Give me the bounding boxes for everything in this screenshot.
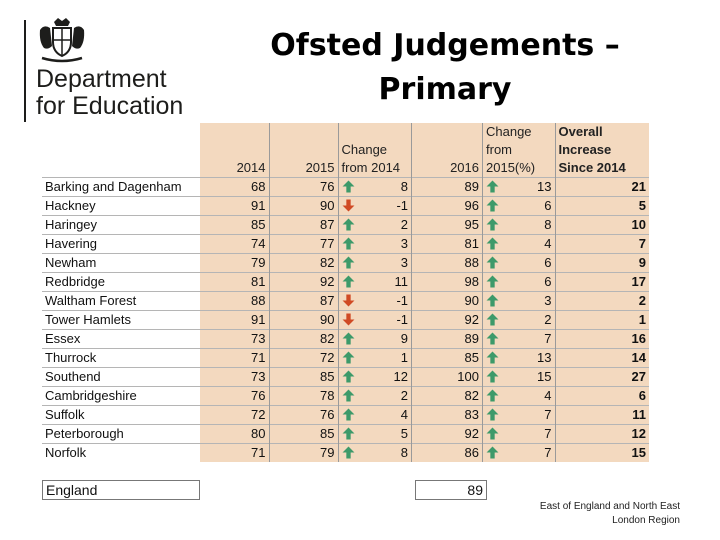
cell-2014: 68 — [200, 178, 269, 197]
arrow-up-icon — [483, 368, 503, 387]
header-overall — [555, 123, 649, 178]
cell-change-2015: 3 — [502, 292, 555, 311]
cell-2016: 83 — [412, 406, 483, 425]
arrow-up-icon — [483, 235, 503, 254]
slide-title — [250, 24, 640, 112]
cell-2016: 81 — [412, 235, 483, 254]
arrow-down-icon — [338, 311, 358, 330]
table-row — [42, 368, 649, 387]
cell-2015: 82 — [269, 254, 338, 273]
arrow-up-icon — [483, 273, 503, 292]
title-line-2: Primary — [378, 72, 512, 107]
table-row — [42, 197, 649, 216]
cell-authority: Waltham Forest — [42, 292, 200, 311]
cell-change-2015: 13 — [502, 349, 555, 368]
cell-2015: 78 — [269, 387, 338, 406]
cell-change-2015: 13 — [502, 178, 555, 197]
cell-change-2014: 1 — [358, 349, 412, 368]
cell-change-2015: 7 — [502, 330, 555, 349]
cell-overall: 14 — [555, 349, 649, 368]
table-row — [42, 330, 649, 349]
england-value-box — [415, 480, 487, 500]
cell-authority: Essex — [42, 330, 200, 349]
arrow-up-icon — [338, 216, 358, 235]
cell-overall: 17 — [555, 273, 649, 292]
table-row — [42, 425, 649, 444]
header-change-2015-line-2: from — [486, 142, 512, 157]
cell-2014: 81 — [200, 273, 269, 292]
cell-change-2015: 6 — [502, 197, 555, 216]
cell-change-2014: 11 — [358, 273, 412, 292]
arrow-up-icon — [483, 254, 503, 273]
arrow-up-icon — [483, 292, 503, 311]
cell-authority: Norfolk — [42, 444, 200, 463]
cell-2014: 72 — [200, 406, 269, 425]
footnote — [520, 500, 680, 528]
cell-change-2014: 2 — [358, 216, 412, 235]
cell-2014: 71 — [200, 349, 269, 368]
cell-2014: 73 — [200, 330, 269, 349]
header-change-2014-line-1: Change — [341, 142, 388, 157]
arrow-up-icon — [338, 254, 358, 273]
arrow-up-icon — [338, 330, 358, 349]
footnote-line-1: East of England and North East — [539, 501, 680, 512]
cell-overall: 10 — [555, 216, 649, 235]
cell-overall: 7 — [555, 235, 649, 254]
cell-authority: Hackney — [42, 197, 200, 216]
arrow-up-icon — [483, 406, 503, 425]
cell-authority: Haringey — [42, 216, 200, 235]
cell-2016: 89 — [412, 330, 483, 349]
cell-change-2014: -1 — [358, 311, 412, 330]
footnote-line-2: London Region — [612, 515, 680, 526]
header-change-2014-line-2: from 2014 — [341, 160, 401, 175]
table-row — [42, 387, 649, 406]
cell-2015: 76 — [269, 178, 338, 197]
cell-overall: 2 — [555, 292, 649, 311]
header-2015: 2015 — [269, 123, 338, 178]
arrow-up-icon — [483, 178, 503, 197]
cell-change-2014: 4 — [358, 406, 412, 425]
cell-change-2014: -1 — [358, 292, 412, 311]
cell-authority: Southend — [42, 368, 200, 387]
arrow-up-icon — [338, 273, 358, 292]
header-overall-line-2: Increase — [558, 142, 612, 157]
cell-overall: 5 — [555, 197, 649, 216]
cell-change-2015: 15 — [502, 368, 555, 387]
cell-2014: 71 — [200, 444, 269, 463]
cell-change-2014: 8 — [358, 444, 412, 463]
cell-authority: Tower Hamlets — [42, 311, 200, 330]
header-local-authority — [42, 123, 200, 178]
cell-overall: 27 — [555, 368, 649, 387]
table-row — [42, 178, 649, 197]
arrow-down-icon — [338, 292, 358, 311]
header-2016: 2016 — [412, 123, 483, 178]
cell-authority: Peterborough — [42, 425, 200, 444]
cell-overall: 12 — [555, 425, 649, 444]
cell-change-2015: 7 — [502, 444, 555, 463]
cell-2015: 77 — [269, 235, 338, 254]
cell-2015: 76 — [269, 406, 338, 425]
arrow-up-icon — [483, 330, 503, 349]
england-label: England — [46, 482, 98, 498]
department-name — [36, 66, 183, 120]
cell-2016: 88 — [412, 254, 483, 273]
arrow-down-icon — [338, 197, 358, 216]
ofsted-table — [42, 123, 649, 462]
cell-2014: 80 — [200, 425, 269, 444]
dfe-logo — [24, 16, 214, 126]
cell-2014: 73 — [200, 368, 269, 387]
arrow-up-icon — [338, 425, 358, 444]
cell-change-2014: 3 — [358, 235, 412, 254]
cell-overall: 6 — [555, 387, 649, 406]
cell-2016: 90 — [412, 292, 483, 311]
cell-2015: 90 — [269, 311, 338, 330]
arrow-up-icon — [338, 406, 358, 425]
cell-authority: Havering — [42, 235, 200, 254]
cell-2016: 96 — [412, 197, 483, 216]
cell-2015: 87 — [269, 216, 338, 235]
cell-authority: Redbridge — [42, 273, 200, 292]
arrow-up-icon — [483, 216, 503, 235]
cell-change-2015: 8 — [502, 216, 555, 235]
dept-line-1: Department — [36, 65, 167, 93]
cell-2015: 85 — [269, 368, 338, 387]
arrow-up-icon — [483, 197, 503, 216]
cell-2014: 88 — [200, 292, 269, 311]
table-row — [42, 406, 649, 425]
cell-authority: Newham — [42, 254, 200, 273]
cell-2016: 86 — [412, 444, 483, 463]
arrow-up-icon — [483, 444, 503, 463]
cell-authority: Thurrock — [42, 349, 200, 368]
cell-change-2014: 9 — [358, 330, 412, 349]
cell-change-2014: 3 — [358, 254, 412, 273]
cell-overall: 1 — [555, 311, 649, 330]
cell-authority: Cambridgeshire — [42, 387, 200, 406]
cell-change-2015: 4 — [502, 235, 555, 254]
cell-2015: 85 — [269, 425, 338, 444]
cell-2016: 95 — [412, 216, 483, 235]
cell-change-2015: 7 — [502, 425, 555, 444]
cell-2016: 82 — [412, 387, 483, 406]
header-change-2015-line-3: 2015(%) — [486, 160, 536, 175]
cell-2014: 76 — [200, 387, 269, 406]
cell-2015: 90 — [269, 197, 338, 216]
england-value: 89 — [467, 482, 483, 498]
cell-overall: 21 — [555, 178, 649, 197]
arrow-up-icon — [338, 349, 358, 368]
table-row — [42, 254, 649, 273]
table-row — [42, 273, 649, 292]
arrow-up-icon — [338, 235, 358, 254]
cell-2016: 98 — [412, 273, 483, 292]
cell-change-2015: 6 — [502, 254, 555, 273]
cell-2016: 92 — [412, 311, 483, 330]
header-overall-line-3: Since 2014 — [558, 160, 626, 175]
header-2014: 2014 — [200, 123, 269, 178]
cell-change-2014: 5 — [358, 425, 412, 444]
cell-2015: 82 — [269, 330, 338, 349]
arrow-up-icon — [483, 349, 503, 368]
header-change-2014 — [338, 123, 412, 178]
logo-divider — [24, 20, 26, 122]
cell-2014: 91 — [200, 197, 269, 216]
cell-change-2015: 6 — [502, 273, 555, 292]
cell-change-2014: -1 — [358, 197, 412, 216]
cell-change-2014: 8 — [358, 178, 412, 197]
cell-2014: 91 — [200, 311, 269, 330]
table-row — [42, 311, 649, 330]
cell-2016: 85 — [412, 349, 483, 368]
cell-change-2014: 2 — [358, 387, 412, 406]
table-row — [42, 292, 649, 311]
table-row — [42, 216, 649, 235]
cell-change-2015: 7 — [502, 406, 555, 425]
table-row — [42, 235, 649, 254]
cell-2016: 89 — [412, 178, 483, 197]
dept-line-2: for Education — [36, 92, 184, 120]
cell-change-2015: 4 — [502, 387, 555, 406]
cell-2014: 85 — [200, 216, 269, 235]
header-overall-line-1: Overall — [558, 124, 603, 139]
cell-overall: 9 — [555, 254, 649, 273]
cell-overall: 16 — [555, 330, 649, 349]
table-row — [42, 349, 649, 368]
arrow-up-icon — [338, 178, 358, 197]
cell-change-2014: 12 — [358, 368, 412, 387]
cell-2015: 92 — [269, 273, 338, 292]
header-change-2015-line-1: Change — [486, 124, 532, 139]
header-change-2015 — [483, 123, 556, 178]
arrow-up-icon — [483, 425, 503, 444]
cell-authority: Barking and Dagenham — [42, 178, 200, 197]
arrow-up-icon — [483, 311, 503, 330]
cell-2015: 72 — [269, 349, 338, 368]
arrow-up-icon — [338, 387, 358, 406]
cell-authority: Suffolk — [42, 406, 200, 425]
cell-overall: 11 — [555, 406, 649, 425]
cell-2016: 100 — [412, 368, 483, 387]
england-label-box — [42, 480, 200, 500]
cell-2014: 74 — [200, 235, 269, 254]
table-row — [42, 444, 649, 463]
arrow-up-icon — [338, 444, 358, 463]
royal-coat-of-arms-icon — [36, 16, 88, 64]
cell-2015: 87 — [269, 292, 338, 311]
title-line-1: Ofsted Judgements – — [270, 28, 620, 63]
arrow-up-icon — [338, 368, 358, 387]
cell-2016: 92 — [412, 425, 483, 444]
cell-2015: 79 — [269, 444, 338, 463]
cell-2014: 79 — [200, 254, 269, 273]
cell-change-2015: 2 — [502, 311, 555, 330]
arrow-up-icon — [483, 387, 503, 406]
header-row — [42, 123, 649, 178]
cell-overall: 15 — [555, 444, 649, 463]
